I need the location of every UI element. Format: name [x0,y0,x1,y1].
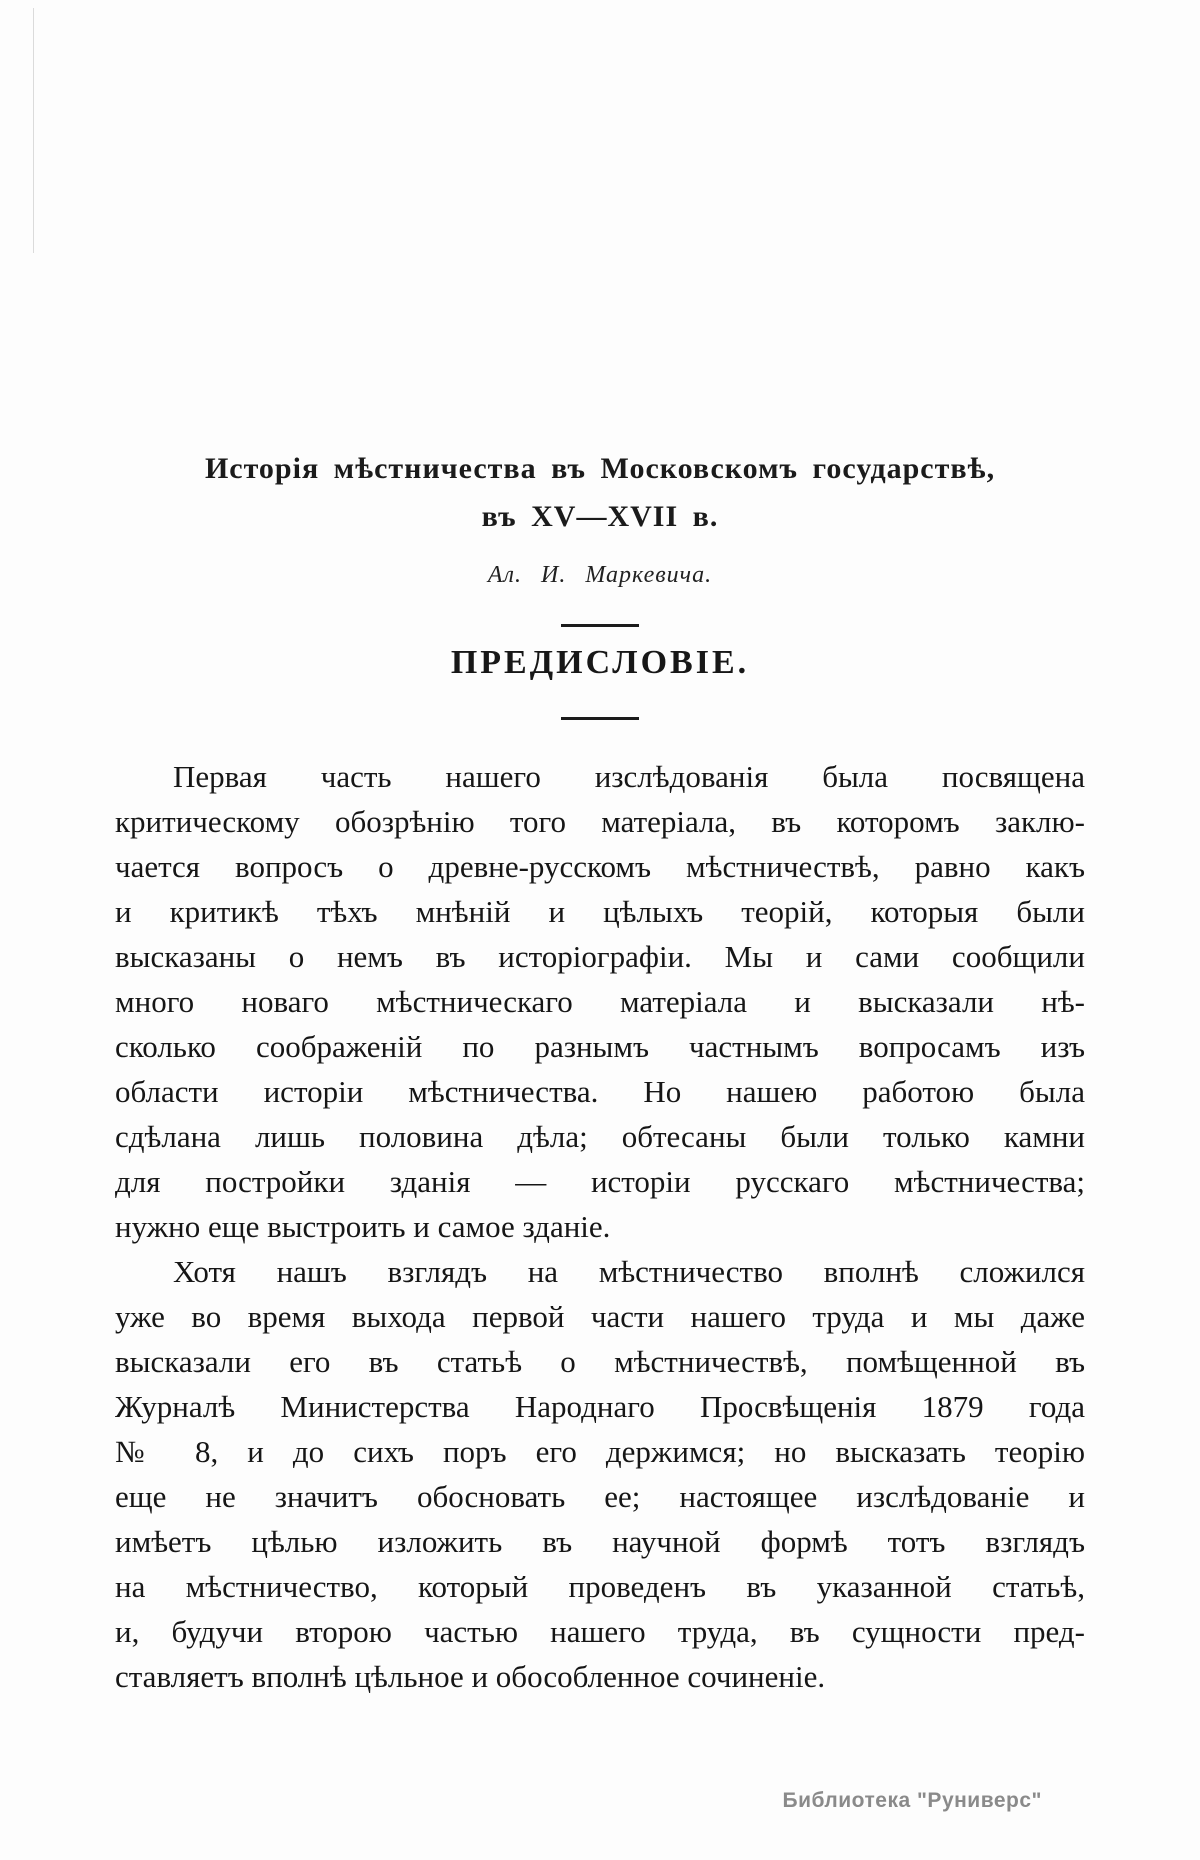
book-title-line-2: въ XV—XVII в. [481,500,719,533]
text-line: сдѣлана лишь половина дѣла; обтесаны были только камни [115,1119,1085,1154]
preface-heading: ПРЕДИСЛОВІЕ. [450,644,750,681]
text-line: ставляетъ вполнѣ цѣльное и обособленное сочиненіе. [115,1659,826,1694]
text-line: уже во время выхода первой части нашего труда и мы даже [115,1299,1085,1334]
author-name: Ал. И. Маркевича. [487,562,713,588]
library-watermark: Библиотека "Руниверс" [782,1789,1042,1812]
text-line: критическому обозрѣнію того матеріала, въ которомъ заклю- [115,804,1085,839]
text-line: на мѣстничество, который проведенъ въ указанной статьѣ, [115,1569,1085,1604]
text-line: № 8, и до сихъ поръ его держимся; но высказать теорію [115,1434,1085,1469]
body-text [115,754,1085,1699]
divider-rule [561,624,639,627]
text-line: еще не значитъ обосновать ее; настоящее изслѣдованіе и [115,1479,1085,1514]
text-line: Хотя нашъ взглядъ на мѣстничество вполнѣ сложился [173,1254,1085,1289]
text-line: нужно еще выстроить и самое зданіе. [115,1209,611,1244]
text-line: имѣетъ цѣлью изложить въ научной формѣ тотъ взглядъ [115,1524,1085,1559]
text-line: Первая часть нашего изслѣдованія была посвящена [173,759,1085,794]
book-title-line-1: Исторія мѣстничества въ Московскомъ государствѣ, [204,452,996,485]
text-line: сколько соображеній по разнымъ частнымъ вопросамъ изъ [115,1029,1085,1064]
text-line: Журналѣ Министерства Народнаго Просвѣщенія 1879 года [115,1389,1085,1424]
text-line: области исторіи мѣстничества. Но нашею работою была [115,1074,1085,1109]
divider-rule [561,717,639,720]
text-line: много новаго мѣстническаго матеріала и высказали нѣ- [115,984,1085,1019]
scan-edge-artifact [33,8,34,253]
text-line: для постройки зданія — исторіи русскаго мѣстничества; [115,1164,1085,1199]
text-line: чается вопросъ о древне-русскомъ мѣстничествѣ, равно какъ [115,849,1085,884]
text-line: и критикѣ тѣхъ мнѣній и цѣлыхъ теорій, которыя были [115,894,1085,929]
text-line: и, будучи второю частью нашего труда, въ сущности пред- [115,1614,1085,1649]
text-line: высказаны о немъ въ исторіографіи. Мы и сами сообщили [115,939,1085,974]
text-line: высказали его въ статьѣ о мѣстничествѣ, помѣщенной въ [115,1344,1085,1379]
